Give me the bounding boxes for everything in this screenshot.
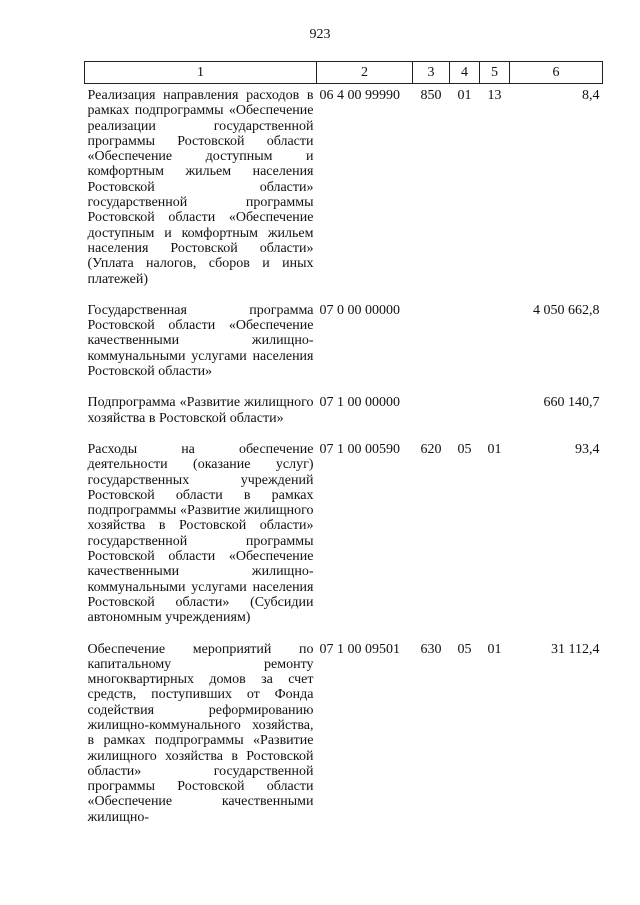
- row-section: 05: [457, 641, 472, 657]
- row-amount: 31 112,4: [551, 641, 600, 657]
- row-name: Реализация направления расходов в рамках подпрограммы «Обеспечение реализации государственной программы Ростовской области «Обеспечение доступным и комфортным жильем населения Ростовской области» государственной программы Ростовской области «Обеспечение доступным и комфортным жильем населения Ростовской области» (Уплата налогов, сборов и иных платежей): [87, 88, 314, 287]
- row-subsection: [480, 391, 510, 438]
- row-expense-type: 850: [420, 88, 442, 103]
- row-name: Обеспечение мероприятий по капитальному ремонту многоквартирных домов за счет средств, поступивших от Фонда содействия реформированию жилищно-коммунального хозяйства, в рамках подпрограммы «Развитие жилищного хозяйства в Ростовской области» государственной программы Ростовской области «Обеспечение качественными жилищно-: [87, 641, 314, 825]
- row-amount: 8,4: [582, 88, 600, 103]
- row-amount: 4 050 662,8: [533, 302, 600, 318]
- row-section: [450, 299, 480, 391]
- row-target-code: 07 0 00 00000: [319, 302, 400, 318]
- row-expense-type: [413, 299, 450, 391]
- row-section: [450, 391, 480, 438]
- row-subsection: 01: [487, 641, 502, 657]
- row-section: 01: [457, 88, 472, 103]
- header-col-3: 3: [413, 62, 450, 84]
- header-col-2: 2: [317, 62, 413, 84]
- row-name: Государственная программа Ростовской области «Обеспечение качественными жилищно-коммунальными услугами населения Ростовской области»: [87, 302, 314, 380]
- row-target-code: 07 1 00 09501: [319, 641, 400, 657]
- row-target-code: 07 1 00 00590: [319, 441, 400, 457]
- table-row: [85, 391, 603, 438]
- row-subsection: 01: [487, 441, 502, 457]
- header-col-6: 6: [510, 62, 603, 84]
- row-target-code: 06 4 00 99990: [319, 88, 400, 103]
- row-subsection: [480, 299, 510, 391]
- row-target-code: 07 1 00 00000: [319, 395, 400, 411]
- table-row: [85, 438, 603, 638]
- row-name: Расходы на обеспечение деятельности (оказание услуг) государственных учреждений Ростовской области в рамках подпрограммы «Развитие жилищного хозяйства в Ростовской области» государственной программы Ростовской области «Обеспечение качественными жилищно-коммунальными услугами населения Ростовской области» (Субсидии автономным учреждениям): [87, 441, 314, 626]
- row-expense-type: 630: [420, 641, 442, 657]
- row-amount: 93,4: [575, 441, 600, 457]
- table-header: [85, 62, 603, 84]
- table-row: [85, 638, 603, 838]
- row-expense-type: [413, 391, 450, 438]
- header-col-4: 4: [450, 62, 480, 84]
- table-row: [85, 84, 603, 299]
- row-amount: 660 140,7: [543, 395, 600, 411]
- budget-table: [84, 61, 603, 837]
- row-section: 05: [457, 441, 472, 457]
- header-row: [85, 62, 603, 84]
- header-col-1: 1: [85, 62, 317, 84]
- page-number: 923: [309, 27, 331, 42]
- header-col-5: 5: [480, 62, 510, 84]
- row-name: Подпрограмма «Развитие жилищного хозяйства в Ростовской области»: [87, 395, 314, 426]
- table-row: [85, 299, 603, 391]
- row-subsection: 13: [487, 88, 502, 103]
- row-expense-type: 620: [420, 441, 442, 457]
- table-body: [85, 84, 603, 838]
